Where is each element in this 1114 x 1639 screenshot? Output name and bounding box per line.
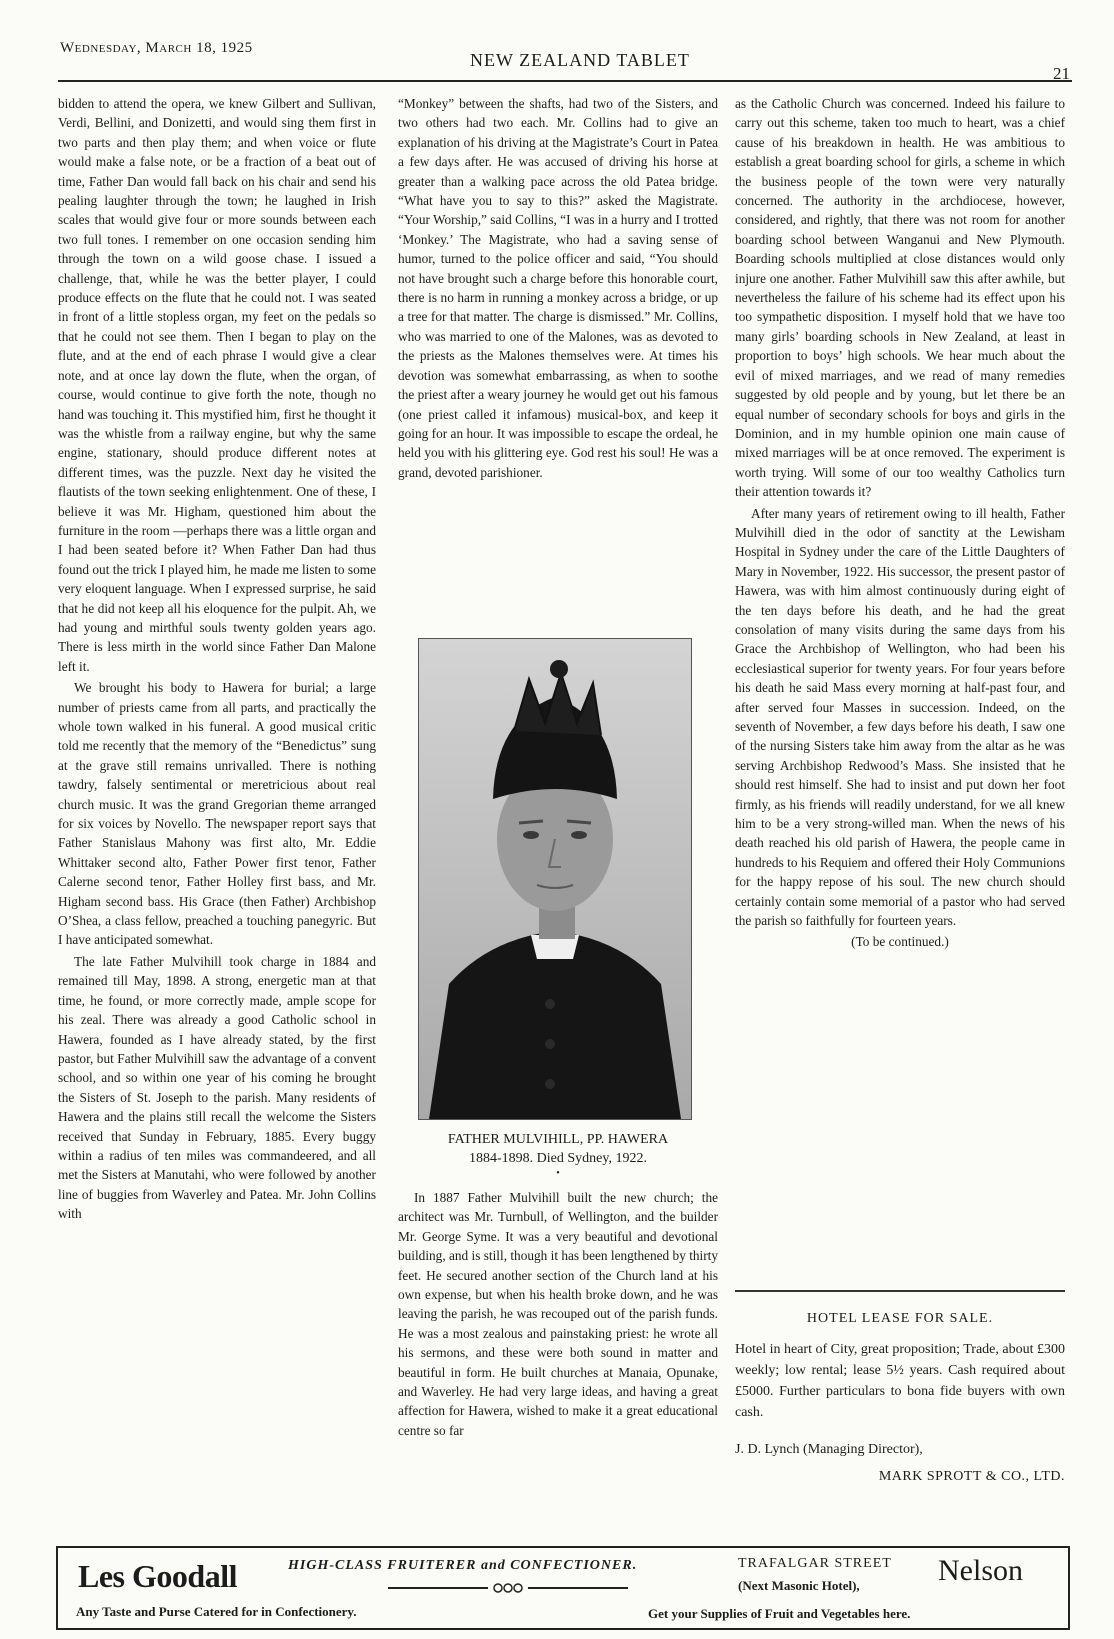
col3-paragraph-1: as the Catholic Church was concerned. Indeed his failure to carry out this scheme, taken too much to heart, was a chief cause of his breakdown in health. He was ambitious to establish a great boarding school for girls, a scheme in which the business people of the town were very naturally concerned. The authority in the archdiocese, however, considered, and rightly, that there was not room for another boarding school between Wanganui and New Plymouth. Boarding schools multiplied at close distances would only injure one another. Father Mulvihill saw this after awhile, but nevertheless the failure of his scheme had its effect upon his too sympathetic disposition. I myself hold that we have too many girls’ boarding schools in New Zealand, at least in proportion to boys’ high schools. We hear much about the evil of mixed marriages, and we read of many remedies suggested by old people and by young, but let there be an equal number of secondary schools for boys and girls in the Dominion, and in my humble opinion one main cause of mixed marriages will be at once removed. The experiment is worth trying. Will some of our too wealthy Catholics turn their attention towards it? [735,96,1065,500]
page-number: 21 [1053,64,1070,83]
caption-line-1: FATHER MULVIHILL, PP. HAWERA [447,1132,669,1147]
ornament-divider-icon [388,1582,628,1594]
footer-tagline: HIGH-CLASS FRUITERER and CONFECTIONER. [288,1558,638,1573]
article-column-1 [58,94,376,1226]
to-be-continued: (To be continued.) [851,934,949,950]
advert-title: HOTEL LEASE FOR SALE. [806,1311,994,1326]
col2-paragraph-2: In 1887 Father Mulvihill built the new church; the architect was Mr. Turnbull, of Wellington, and the builder Mr. George Syme. It was a very beautiful and devotional building, and is still, though it has been lengthened by thirty feet. He secured another section of the Church land at his own expense, but when his health broke down, and he was leaving the parish, he was recouped out of the parish funds. He was a most zealous and painstaking priest: he wrote all his sermons, and these were both sound in matter and beautiful in form. He built churches at Manaia, Opunake, and Waverley. He had very large ideas, and having a great affection for Hawera, wished to make it a great educational centre so far [398,1190,718,1438]
footer-shop-name: Les Goodall [78,1558,237,1594]
col1-paragraph-1: bidden to attend the opera, we knew Gilbert and Sullivan, Verdi, Bellini, and Donizetti, and would sing them first in two parts and then play them; and when voice or flute would make a false note, or be a fraction of a beat out of time, Father Dan would fall back on his chair and send his pealing laughter through the town; he laughed in Irish scales that would give four or more sounds between each two full tones. I remember on one occasion sending him through the town on a wild goose chase. I issued a challenge, that, while he was the better player, I could produce effects on the flute that he could not. I was seated in front of a little stopless organ, my feet on the pedals so that he could not see them. Then I began to play on the flute, and at the end of each phrase I would give a clear note, and at once lay down the flute, when the organ, of course, would continue to give forth the note, though no hand was touching it. This mystified him, first he thought it was the whistle from a railway engine, but why the same engine, stationary, should produce different notes at different times, was the puzzle. Next day he visited the flautists of the town seeking enlightenment. One of these, I believe it was Mr. Higham, questioned him about the furniture in the room —perhaps there was a little organ and I had been seated before it? When Father Dan had thus found out the trick I played him, he made me listen to some very eloquent language. When I expressed surprise, he said that he did not keep all his eloquence for the pulpit. Ah, we had young and mirthful souls twenty golden years ago. There is less mirth in the world since Father Dan Malone left it. [58,96,376,674]
portrait-photo [418,638,692,1120]
footer-city: Nelson [938,1554,1023,1587]
col1-paragraph-2: We brought his body to Hawera for burial; a large number of priests came from all parts, and practically the whole town walked in his funeral. A good musical critic told me recently that the memory of the “Benedictus” sung at the grave still remains unrivalled. There is nothing tawdry, falsely sentimental or meretricious about real church music. It was the grand Gregorian theme arranged for six voices by Novello. The newspaper report says that Father Stanislaus Mahony was first alto, Mr. Eddie Whittaker second alto, Father Power first tenor, Father Calerne second tenor, Father Holley first bass, and Mr. Higham second bass. His Grace (then Father) Archbishop O’Shea, a class fellow, preached a touching panegyric. But I have anticipated somewhat. [58,680,376,948]
caption-line-2: 1884-1898. Died Sydney, 1922. [469,1151,647,1166]
advert-signature-company: MARK SPROTT & CO., LTD. [878,1469,1065,1484]
advert-signature-name: J. D. Lynch (Managing Director), [735,1442,923,1457]
masthead-title: NEW ZEALAND TABLET [470,50,690,70]
portrait-illustration [419,639,691,1119]
col3-paragraph-2: After many years of retirement owing to ill health, Father Mulvihill died in the odor of sanctity at the Lewisham Hospital in Sydney under the care of the Little Daughters of Mary in November, 1922. His successor, the present pastor of Hawera, was with him almost continuously during eight of the ten days before his death, and he had the great consolation of many visits during the same days from his Grace the Archbishop of Wellington, who had been his ecclesiastical superior for twenty years. For four years before his death he said Mass every morning at half-past four, and after served four Masses in succession. Indeed, on the seventh of November, a few days before his death, I saw one of the nursing Sisters take him away from the altar as he was serving Archbishop Redwood’s Mass. She insisted that he should rest himself. She had to insist and put down her foot firmly, as his friends will readily understand, for we all knew him to be a very strong-willed man. When the news of his death reached his old parish of Hawera, the people came in hundreds to his Requiem and offered their Holy Communions for the happy repose of his soul. The new church should certainly contain some memorial of a pastor who had served the parish so faithfully for fourteen years. [735,505,1065,929]
article-column-3 [735,94,1065,952]
header-rule [58,80,1072,82]
footer-street: TRAFALGAR STREET [738,1556,892,1571]
footer-supplies: Get your Supplies of Fruit and Vegetables here. [648,1606,911,1621]
col1-paragraph-3: The late Father Mulvihill took charge in 1884 and remained till May, 1898. A strong, energetic man at that time, he found, or more correctly made, ample scope for his zeal. There was already a good Catholic school in Hawera, founded as I have already stated, by the first pastor, but Father Mulvihill saw the advantage of a convent school, and so within one year of his coming he brought the Sisters of St. Joseph to the parish. Many residents of Hawera and the plains still recall the welcome the Sisters received that Sunday in February, 1885. Every buggy within a radius of ten miles was commandeered, and all met the Sisters at Manutahi, who were followed by another line of buggies from Waverley and Patea. Mr. John Collins with [58,953,376,1222]
hotel-lease-advert [735,1308,1065,1487]
article-column-2 [398,94,718,484]
caption-dot: • [556,1168,560,1179]
header-date: Wednesday, March 18, 1925 [60,40,253,56]
photo-caption [398,1130,718,1180]
advert-body: Hotel in heart of City, great proposition; Trade, about £300 weekly; low rental; lease 5½ years. Cash required about £5000. Further particulars to bona fide buyers with own cash. [735,1342,1065,1420]
footer-advert [56,1546,1070,1630]
col2-paragraph-1: “Monkey” between the shafts, had two of the Sisters, and two others had two each. Mr. Collins had to give an explanation of his driving at the Magistrate’s Court in Patea a few days after. He was accused of driving his horse at greater than a walking pace across the old Patea bridge. “What have you to say to this?” asked the Magistrate. “Your Worship,” said Collins, “I was in a hurry and I trotted ‘Monkey.’ The Magistrate, who had a saving sense of humor, turned to the police officer and said, “You should not have brought such a charge before this honorable court, there is no harm in running a monkey across a bridge, or up a tree for that matter. The charge is dismissed.” Mr. Collins, who was married to one of the Malones, was as devoted to the priests as the Malones themselves were. At times his devotion was somewhat embarrassing, as when to soothe the priest after a weary journey he would get out his famous (one priest called it infamous) musical-box, and keep it going for an hour. It was impossible to escape the ordeal, he held you with his glittering eye. God rest his soul! He was a grand, devoted parishioner. [398,96,718,480]
footer-catered-line: Any Taste and Purse Catered for in Confectionery. [76,1604,357,1619]
footer-hotel: (Next Masonic Hotel), [738,1578,860,1593]
article-column-2-continued [398,1188,718,1442]
separator-rule [735,1290,1065,1292]
